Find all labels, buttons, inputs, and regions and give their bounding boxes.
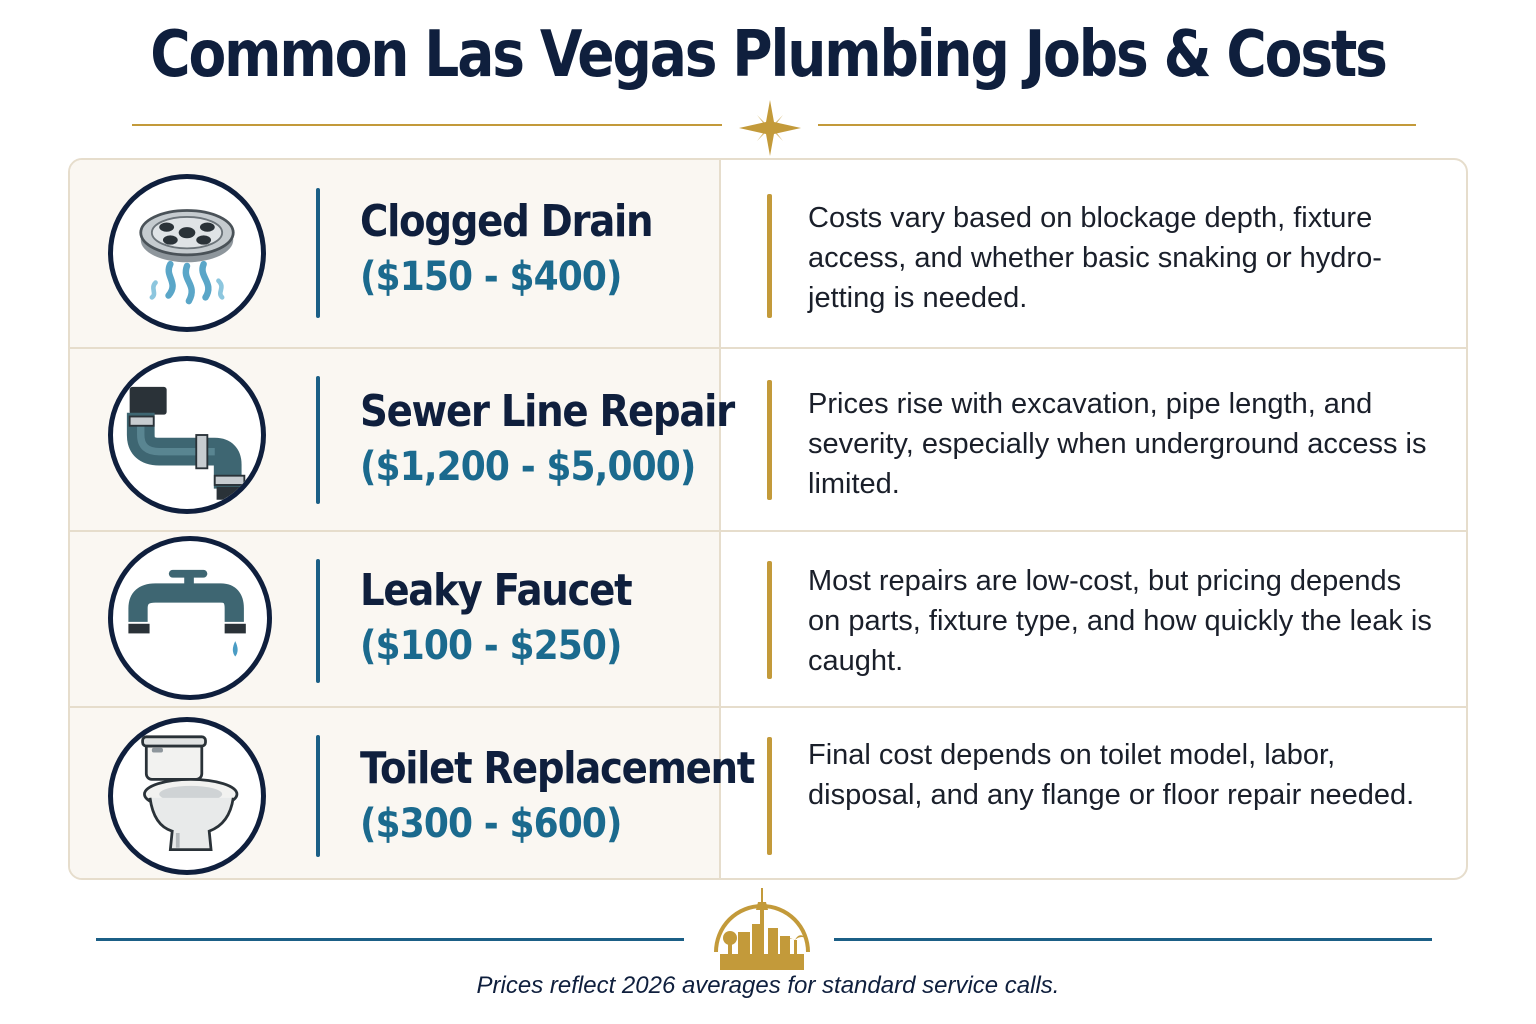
job-description: Most repairs are low-cost, but pricing depends on parts, fixture type, and how quickly the leak is caught.	[808, 565, 1432, 677]
accent-bar	[316, 188, 320, 318]
faucet-icon	[108, 536, 272, 700]
jobs-table	[68, 158, 1468, 880]
pipe-icon	[108, 356, 266, 514]
job-name: Sewer Line Repair	[360, 386, 734, 437]
job-price: ($300 - $600)	[360, 801, 622, 847]
sparkle-star-icon	[735, 98, 805, 158]
footer-rule-left	[96, 938, 684, 941]
job-row-clogged-drain	[70, 160, 1468, 348]
job-name: Clogged Drain	[360, 196, 653, 247]
job-row-leaky-faucet	[70, 531, 1468, 707]
las-vegas-skyline-icon	[710, 880, 814, 976]
title-rule-right	[818, 124, 1416, 126]
accent-bar	[316, 559, 320, 683]
job-description: Costs vary based on blockage depth, fixture access, and whether basic snaking or hydro-jetting is needed.	[808, 202, 1382, 314]
job-price: ($1,200 - $5,000)	[360, 444, 696, 490]
footer-note: Prices reflect 2026 averages for standard service calls.	[476, 972, 1060, 999]
job-name: Leaky Faucet	[360, 565, 632, 616]
job-description: Prices rise with excavation, pipe length, and severity, especially when underground access is limited.	[808, 388, 1427, 500]
job-description: Final cost depends on toilet model, labor, disposal, and any flange or floor repair needed.	[808, 739, 1415, 811]
drain-icon	[108, 174, 266, 332]
job-price: ($100 - $250)	[360, 623, 622, 669]
accent-bar	[767, 380, 772, 500]
accent-bar	[767, 561, 772, 679]
job-row-sewer-line-repair	[70, 348, 1468, 531]
title-rule-left	[132, 124, 722, 126]
toilet-icon	[108, 717, 266, 875]
accent-bar	[316, 376, 320, 504]
job-name: Toilet Replacement	[360, 743, 754, 794]
accent-bar	[767, 194, 772, 318]
job-price: ($150 - $400)	[360, 254, 622, 300]
page-title: Common Las Vegas Plumbing Jobs & Costs	[150, 18, 1386, 92]
accent-bar	[767, 737, 772, 855]
footer-rule-right	[834, 938, 1432, 941]
accent-bar	[316, 735, 320, 857]
job-row-toilet-replacement	[70, 707, 1468, 880]
